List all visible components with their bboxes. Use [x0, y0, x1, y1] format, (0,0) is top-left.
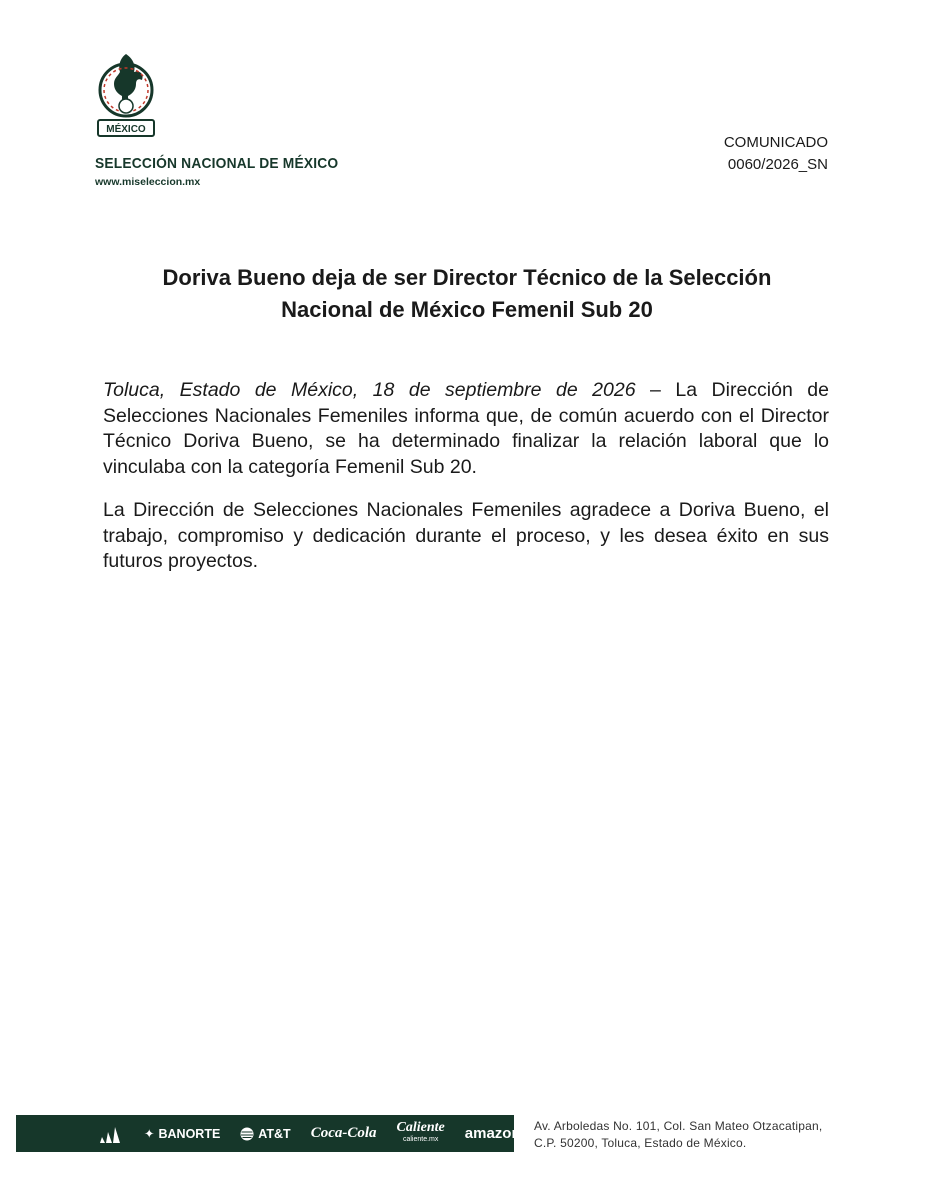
- caliente-label: Caliente: [396, 1119, 445, 1135]
- att-logo: [240, 1127, 290, 1141]
- caliente-sub-label: caliente.mx: [402, 1135, 439, 1143]
- caliente-logo: [396, 1119, 445, 1146]
- paragraph-1: [103, 378, 829, 480]
- banorte-label: BANORTE: [158, 1126, 221, 1141]
- adidas-logo-icon: [98, 1125, 124, 1143]
- sponsor-band: [16, 1115, 521, 1152]
- title-line-2: Nacional de México Femenil Sub 20: [281, 297, 653, 322]
- banorte-logo: [144, 1126, 220, 1141]
- press-release-body: [103, 378, 829, 593]
- doc-type: COMUNICADO: [723, 134, 828, 151]
- paragraph-1-text: La Dirección de Selecciones Nacionales Femeniles informa que, de común acuerdo con el Director Técnico Doriva Bueno, se ha determinado finalizar la relación laboral que lo vinculaba con la categoría Femenil Sub 20.: [103, 379, 830, 478]
- address-line-2: C.P. 50200, Toluca, Estado de México.: [534, 1136, 747, 1150]
- dateline-separator: –: [635, 379, 676, 401]
- communique-label: [724, 132, 828, 176]
- address-block: [534, 1118, 822, 1152]
- crest-text: MÉXICO: [106, 124, 146, 135]
- doc-number: 0060/2026_SN: [727, 156, 828, 173]
- cocacola-logo: Coca-Cola: [310, 1125, 377, 1141]
- page-title: [80, 262, 854, 326]
- org-url[interactable]: www.miseleccion.mx: [95, 176, 201, 188]
- att-label: AT&T: [258, 1126, 291, 1141]
- amazon-logo: amazon: [464, 1125, 521, 1142]
- att-globe-icon: [240, 1127, 254, 1141]
- title-line-1: Doriva Bueno deja de ser Director Técnico de la Selección: [162, 265, 772, 290]
- paragraph-2: La Dirección de Selecciones Nacionales Femeniles agradece a Doriva Bueno, el trabajo, compromiso y dedicación durante el proceso, y les desea éxito en sus futuros proyectos.: [103, 499, 829, 572]
- org-name: SELECCIÓN NACIONAL DE MÉXICO: [95, 155, 339, 172]
- banorte-icon: ✦: [144, 1127, 155, 1141]
- mexico-crest-logo: [92, 50, 160, 142]
- dateline: Toluca, Estado de México, 18 de septiembre de 2026: [103, 379, 636, 401]
- address-line-1: Av. Arboledas No. 101, Col. San Mateo Otzacatipan,: [534, 1119, 823, 1133]
